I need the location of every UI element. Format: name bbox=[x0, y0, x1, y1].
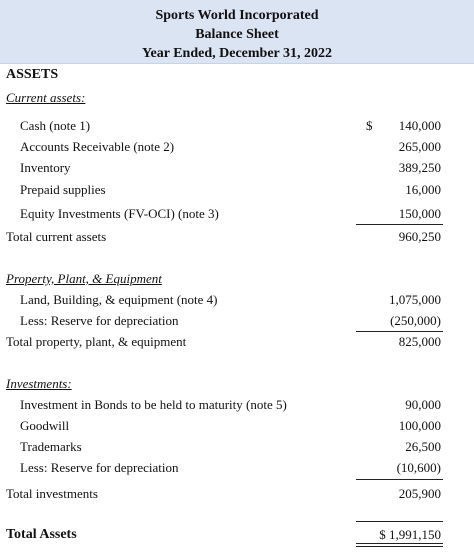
line-item-label: Inventory bbox=[20, 160, 71, 175]
total-ppe-label: Total property, plant, & equipment bbox=[6, 334, 187, 349]
total-ppe-value: 825,000 bbox=[398, 334, 441, 349]
assets-heading: ASSETS bbox=[6, 67, 59, 82]
total-rule bbox=[356, 521, 443, 522]
line-item-value: (10,600) bbox=[396, 460, 441, 475]
line-item-label: Land, Building, & equipment (note 4) bbox=[20, 292, 218, 307]
total-current-assets-label: Total current assets bbox=[6, 229, 107, 244]
statement-header bbox=[0, 0, 474, 64]
line-item-label: Trademarks bbox=[20, 439, 82, 454]
ppe-heading: Property, Plant, & Equipment bbox=[6, 271, 162, 286]
statement-period: Year Ended, December 31, 2022 bbox=[141, 46, 333, 61]
line-item-label: Accounts Receivable (note 2) bbox=[20, 139, 175, 154]
line-item-value: 100,000 bbox=[398, 418, 441, 433]
line-item-label: Cash (note 1) bbox=[20, 118, 91, 133]
line-item-value: (250,000) bbox=[390, 313, 441, 328]
total-assets-value: $ 1,991,150 bbox=[379, 527, 441, 542]
line-item-label: Goodwill bbox=[20, 418, 70, 433]
total-assets-label: Total Assets bbox=[6, 527, 77, 542]
double-underline bbox=[356, 543, 443, 547]
line-item-value: 1,075,000 bbox=[389, 292, 441, 307]
line-item-label: Investment in Bonds to be held to maturity (note 5) bbox=[20, 397, 287, 412]
line-item-value: 389,250 bbox=[398, 160, 441, 175]
line-item-label: Equity Investments (FV-OCI) (note 3) bbox=[20, 206, 219, 221]
line-item-value: 16,000 bbox=[405, 182, 441, 197]
total-investments-label: Total investments bbox=[6, 486, 98, 501]
line-item-label: Less: Reserve for depreciation bbox=[20, 313, 179, 328]
currency-symbol: $ bbox=[366, 118, 373, 133]
current-assets-heading: Current assets: bbox=[6, 90, 86, 105]
total-current-assets-value: 960,250 bbox=[398, 229, 441, 244]
statement-title: Balance Sheet bbox=[195, 27, 279, 42]
line-item-value: 90,000 bbox=[405, 397, 441, 412]
investments-heading: Investments: bbox=[6, 376, 72, 391]
line-item-value: 150,000 bbox=[398, 206, 441, 221]
line-item-value: 26,500 bbox=[405, 439, 441, 454]
subtotal-rule bbox=[356, 331, 443, 332]
line-item-label: Less: Reserve for depreciation bbox=[20, 460, 179, 475]
line-item-value: 265,000 bbox=[398, 139, 441, 154]
subtotal-rule bbox=[356, 479, 443, 480]
line-item-value: 140,000 bbox=[398, 118, 441, 133]
total-investments-value: 205,900 bbox=[398, 486, 441, 501]
company-name: Sports World Incorporated bbox=[155, 8, 319, 23]
line-item-label: Prepaid supplies bbox=[20, 182, 106, 197]
subtotal-rule bbox=[356, 224, 443, 225]
